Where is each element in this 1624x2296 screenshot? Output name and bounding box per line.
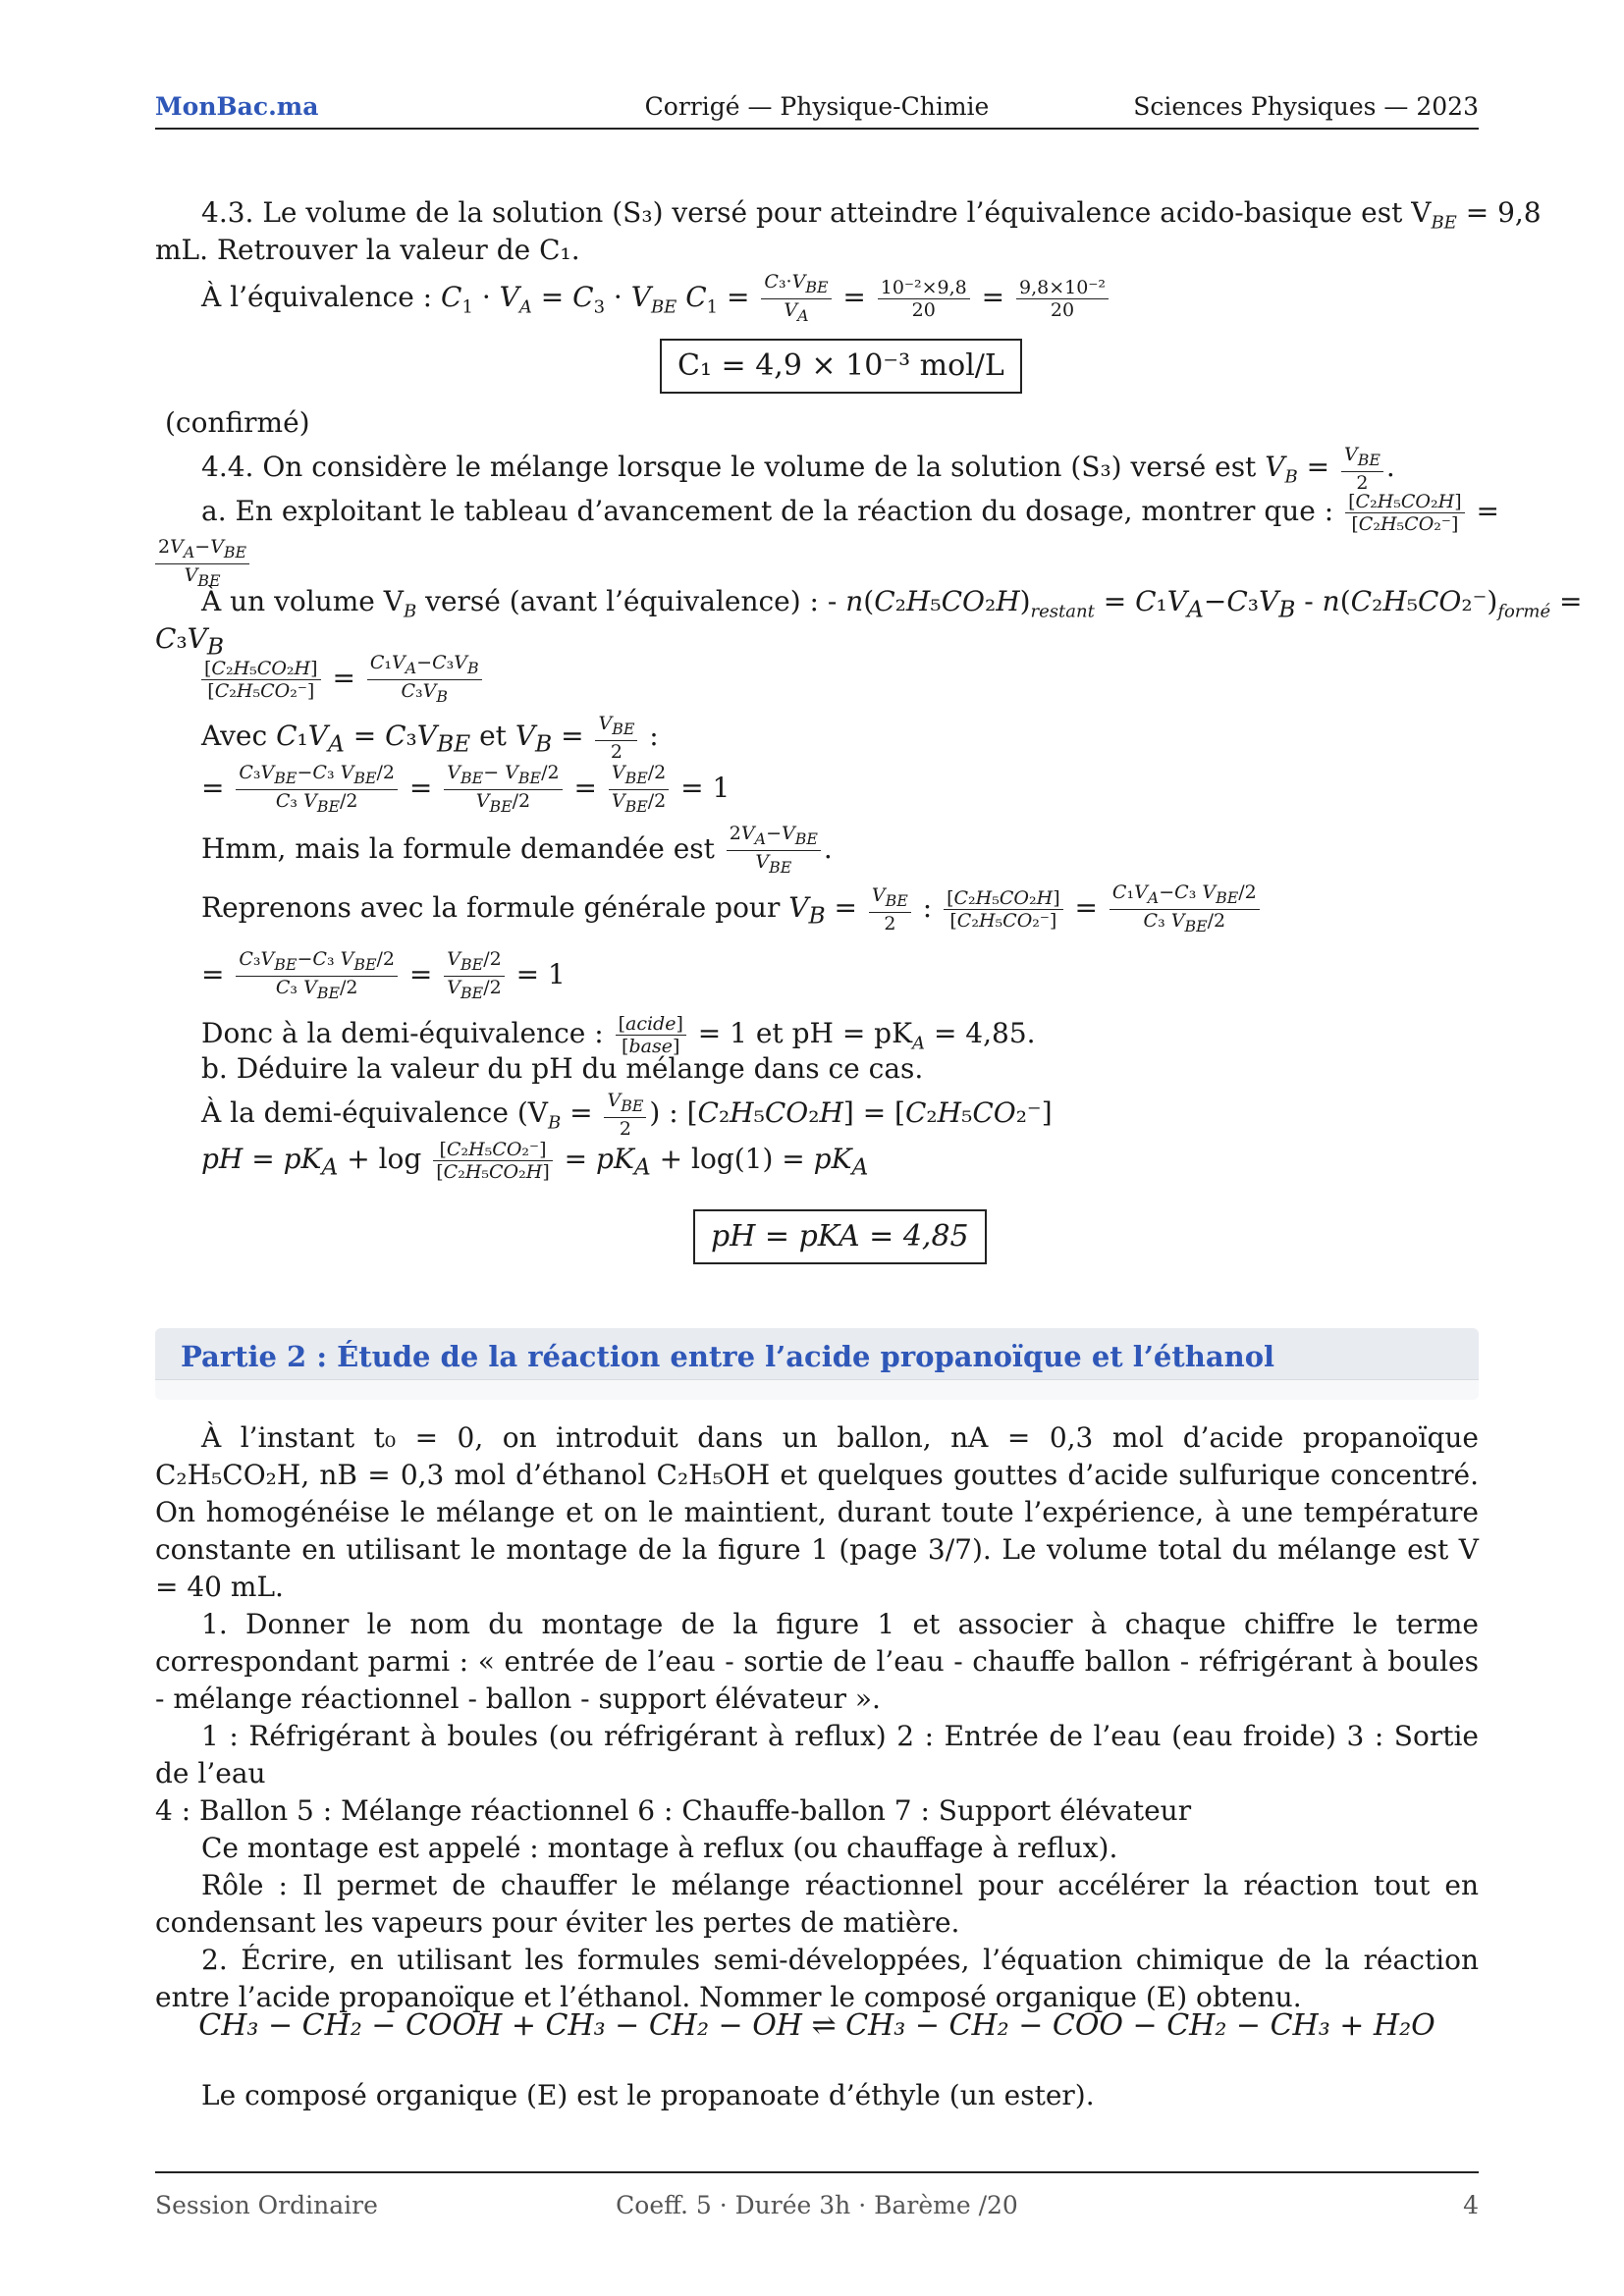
q44-volume-line: À un volume $V_B$ versé (avant l’équivalence) : - $n(C_2H_5CO_2H)_{restant} = C_1V_A-C_3V_B - n(C_2H_5CO_2^-)_{formé}$ = bbox=[201, 585, 1583, 623]
q44-ratio-1: $\frac{\text{[C₂H₅CO₂H]}}{\text{[C₂H₅CO₂⁻]}}$ = $\frac{C_1V_A-C_3V_B}{C_3V_B}$ bbox=[201, 652, 485, 708]
q43-statement-line2: mL. Retrouver la valeur de C₁. bbox=[155, 234, 580, 266]
q44-reprenons-text: Reprenons avec la formule générale pour bbox=[201, 890, 781, 924]
page-number: 4 bbox=[1463, 2191, 1479, 2219]
q44-donc-text: Donc à la demi-équivalence : bbox=[201, 1017, 604, 1049]
brand-link[interactable]: MonBac.ma bbox=[155, 92, 319, 121]
part2-intro: À l’instant t₀ = 0, on introduit dans un ballon, nA = 0,3 mol d’acide propanoïque C₂H₅CO₂H, nB = 0,3 mol d’éthanol C₂H₅OH et quelques gouttes d’acide sulfurique concentré. On homogénéise le mélange et on le maintient, durant toute l’expérience, à une température constante en utilisant le montage de la figure 1 (page 3/7). Le volume total du mélange est V = 40 mL. bbox=[155, 1421, 1479, 1603]
q44-donc-value: = 4,85. bbox=[933, 1017, 1036, 1049]
q43-equivalence-formula: À l’équivalence : $C_1 \cdot V_A = C_3 \cdot V_{BE}$ $C_1$ = $\frac{C_3\cdot V_{BE}}{V_A}$ = $\frac{\text{10⁻²×9,8}}{20}$ = $\frac{\text{9,8×10⁻²}}{20}$ bbox=[201, 271, 1111, 327]
section-part2-header bbox=[155, 1328, 1479, 1399]
header-exam: Sciences Physiques — 2023 bbox=[1133, 92, 1479, 121]
part2-body bbox=[155, 1419, 1479, 2016]
part2-q2: 2. Écrire, en utilisant les formules semi-développées, l’équation chimique de la réaction entre l’acide propanoïque et l’éthanol. Nommer le composé organique (E) obtenu. bbox=[155, 1944, 1479, 2013]
q44-reprenons: Reprenons avec la formule générale pour $V_B$ = $\frac{V_{BE}}{2}$ : $\frac{\text{[C₂H₅CO₂H]}}{\text{[C₂H₅CO₂⁻]}}$ = $\frac{C_1V_A-C_3 V_{BE}/2}{C_3 V_{BE}/2}$ bbox=[201, 881, 1263, 937]
q44-part-a: a. En exploitant le tableau d’avancement de la réaction du dosage, montrer que : $\frac{\text{[C₂H₅CO₂H]}}{\text{[C₂H₅CO₂⁻]}}$ = bbox=[201, 491, 1500, 535]
part2-q1: 1. Donner le nom du montage de la figure 1 et associer à chaque chiffre le terme correspondant parmi : « entrée de l’eau - sortie de l’eau - chauffe ballon - réfrigérant à boules - mélange réactionnel - ballon - support élévateur ». bbox=[155, 1608, 1479, 1715]
header-subject: Corrigé — Physique-Chimie bbox=[644, 92, 990, 121]
q44-statement-text: 4.4. On considère le mélange lorsque le volume de la solution (S₃) versé est bbox=[201, 450, 1257, 483]
q44-donc: Donc à la demi-équivalence : $\frac{\text{[acide]}}{\text{[base]}}$ = 1 et pH = $pK_A = 4,85$. bbox=[201, 1013, 1036, 1057]
q43-equivalence-label: À l’équivalence : bbox=[201, 280, 433, 313]
q43-confirmed: (confirmé) bbox=[165, 406, 310, 439]
q44-henderson: pH = $pK_A + \log$ $\frac{\text{[C₂H₅CO₂⁻]}}{\text{[C₂H₅CO₂H]}}$ = $pK_A + \log(1) = pK_A$ bbox=[201, 1139, 869, 1183]
footer-session: Session Ordinaire bbox=[155, 2191, 378, 2219]
q44-part-b: b. Déduire la valeur du pH du mélange dans ce cas. bbox=[201, 1052, 924, 1085]
part2-role: Rôle : Il permet de chauffer le mélange réactionnel pour accélérer la réaction tout en condensant les vapeurs pour éviter les pertes de matière. bbox=[155, 1869, 1479, 1939]
q44-hmm-text: Hmm, mais la formule demandée est bbox=[201, 831, 715, 865]
part2-q1-answer-2: 4 : Ballon 5 : Mélange réactionnel 6 : Chauffe-ballon 7 : Support élévateur bbox=[155, 1794, 1192, 1827]
q44-result-box: pH = pKA = 4,85 bbox=[693, 1209, 987, 1264]
q44-target-formula: $\frac{2V_A-V_{BE}}{V_{BE}}$ bbox=[155, 536, 252, 592]
q44-volume-text: À un volume V bbox=[201, 585, 404, 617]
q44-hmm: Hmm, mais la formule demandée est $\frac{2V_A-V_{BE}}{V_{BE}}$ . bbox=[201, 823, 833, 877]
part2-q1-answer-1: 1 : Réfrigérant à boules (ou réfrigérant à reflux) 2 : Entrée de l’eau (eau froide) 3 : Sortie de l’eau bbox=[155, 1720, 1479, 1789]
section-part2-title: Partie 2 : Étude de la réaction entre l’acide propanoïque et l’éthanol bbox=[181, 1340, 1275, 1373]
section-header-strip bbox=[155, 1379, 1479, 1400]
q44-part-a-text: a. En exploitant le tableau d’avancement de la réaction du dosage, montrer que : bbox=[201, 495, 1334, 527]
part2-conclusion: Le composé organique (E) est le propanoate d’éthyle (un ester). bbox=[201, 2079, 1095, 2111]
q44-demi-text: À la demi-équivalence (V bbox=[201, 1095, 548, 1129]
q43-statement-line1: 4.3. Le volume de la solution (S₃) versé pour atteindre l’équivalence acido-basique est $V_{BE} = 9,8$ bbox=[201, 196, 1542, 234]
q44-simplify-2: = $\frac{C_3V_{BE}-C_3 V_{BE}/2}{C_3 V_{BE}/2}$ = $\frac{V_{BE}/2}{V_{BE}/2}$ = 1 bbox=[201, 948, 566, 1002]
q44-avec-text: Avec bbox=[201, 719, 268, 752]
q44-donc-end: = 1 et pH = pK bbox=[697, 1017, 913, 1049]
q44-statement: 4.4. On considère le mélange lorsque le volume de la solution (S₃) versé est $V_B$ = $\frac{V_{BE}}{2}$ . bbox=[201, 444, 1395, 494]
footer-info: Coeff. 5 · Durée 3h · Barème /20 bbox=[616, 2191, 1018, 2219]
q43-statement-text: 4.3. Le volume de la solution (S₃) versé pour atteindre l’équivalence acido-basique est V bbox=[201, 196, 1432, 229]
q43-result-box: C₁ = 4,9 × 10⁻³ mol/L bbox=[660, 339, 1022, 394]
page-header bbox=[155, 88, 1479, 130]
esterification-equation: CH₃ − CH₂ − COOH + CH₃ − CH₂ − OH ⇌ CH₃ − CH₂ − COO − CH₂ − CH₃ + H₂O bbox=[198, 2008, 1435, 2043]
q44-simplify-1: = $\frac{C_3V_{BE}-C_3 V_{BE}/2}{C_3 V_{BE}/2}$ = $\frac{V_{BE}- V_{BE}/2}{V_{BE}/2}$ = $\frac{V_{BE}/2}{V_{BE}/2}$ = 1 bbox=[201, 762, 731, 816]
q44-avec: Avec $C_1V_A = C_3V_{BE}$ et $V_B$ = $\frac{V_{BE}}{2}$ : bbox=[201, 713, 659, 763]
page-footer bbox=[155, 2171, 1479, 2219]
q44-demi: À la demi-équivalence ($V_B$ = $\frac{V_{BE}}{2}$ ) : [C₂H₅CO₂H] = [C₂H₅CO₂⁻] bbox=[201, 1090, 1053, 1140]
part2-montage: Ce montage est appelé : montage à reflux (ou chauffage à reflux). bbox=[201, 1832, 1118, 1864]
q44-c3vb: $C_3V_B$ bbox=[155, 622, 225, 661]
